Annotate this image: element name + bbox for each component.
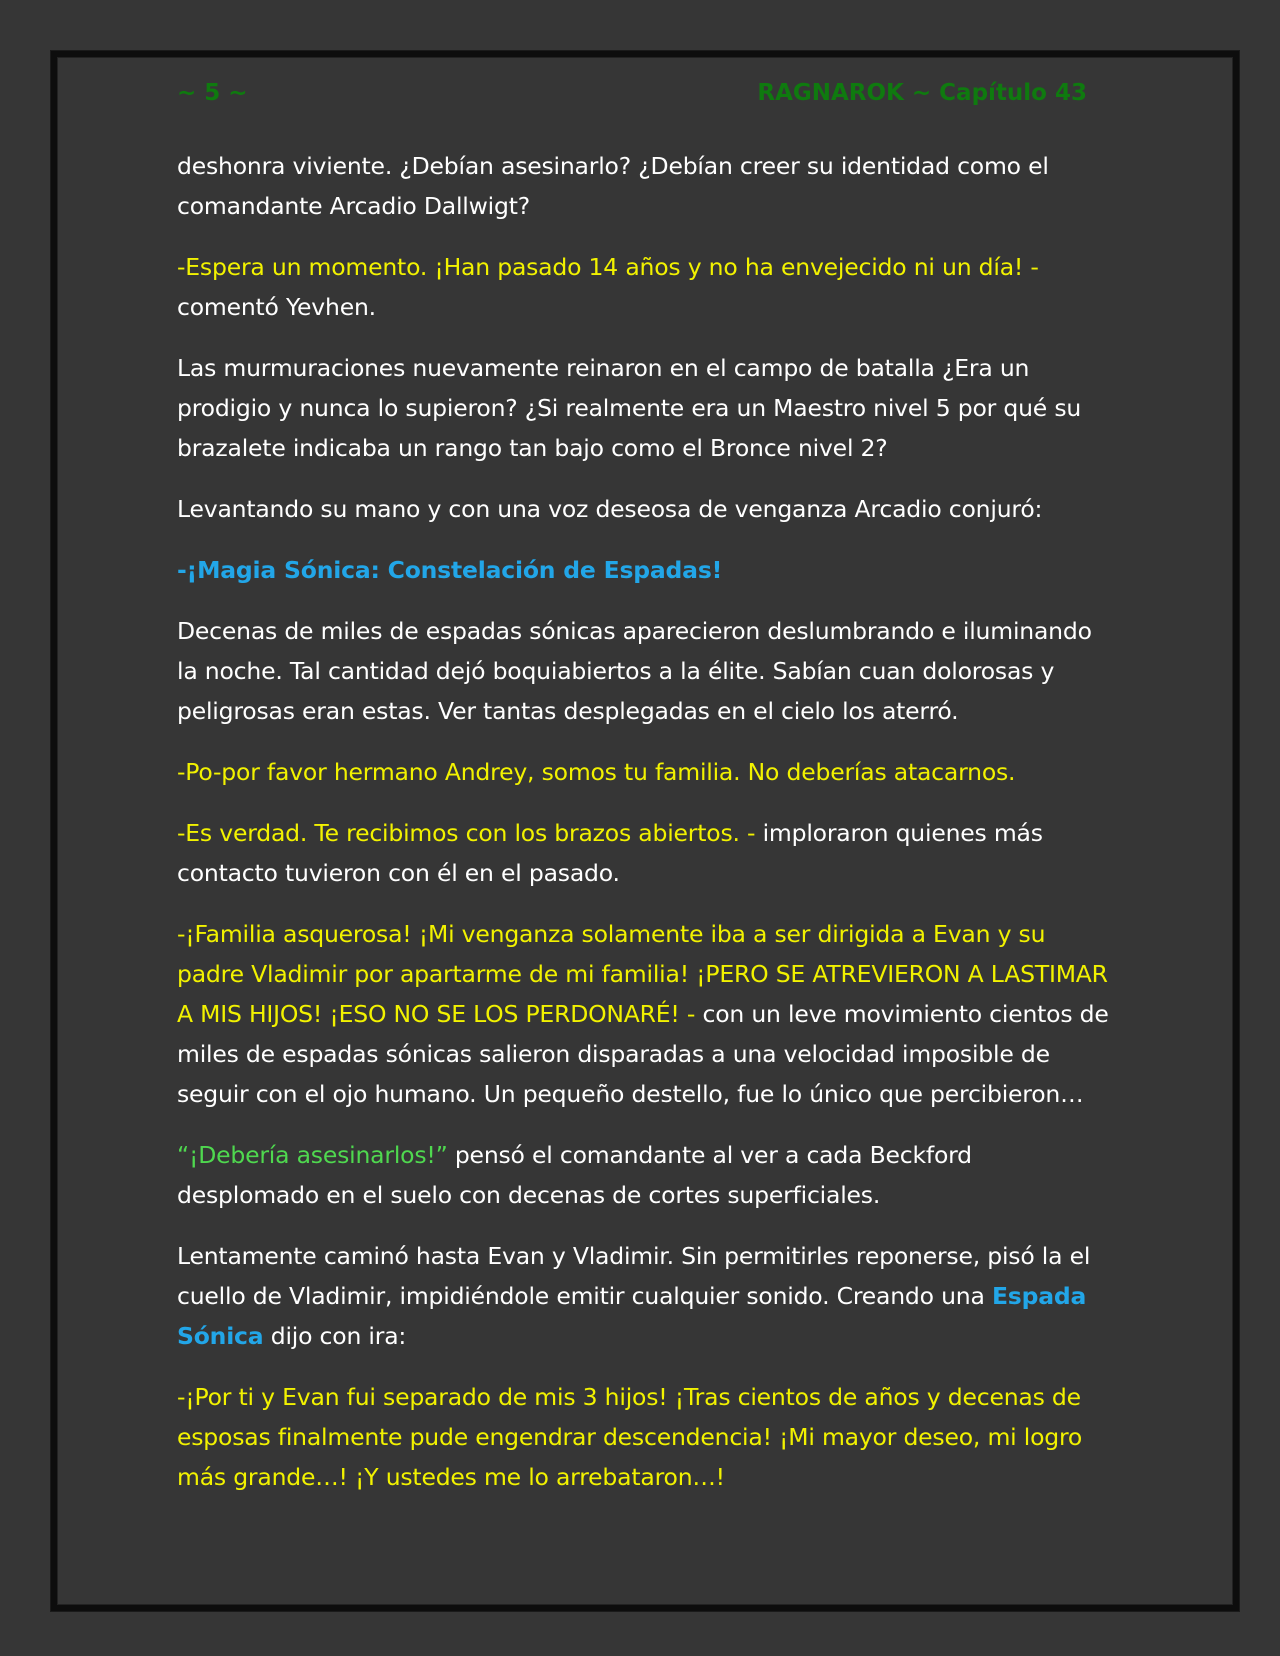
dialogue-text: -Espera un momento. ¡Han pasado 14 años y no ha envejecido ni un día! - bbox=[177, 253, 1039, 281]
page-number: ~ 5 ~ bbox=[177, 80, 248, 106]
paragraph bbox=[177, 489, 1112, 529]
chapter-title: RAGNAROK ~ Capítulo 43 bbox=[757, 80, 1087, 106]
paragraph bbox=[177, 146, 1112, 226]
narration-text: deshonra viviente. ¿Debían asesinarlo? ¿Debían creer su identidad como el comandante Arcadio Dallwigt? bbox=[177, 152, 1049, 220]
paragraph bbox=[177, 348, 1112, 468]
paragraph bbox=[177, 914, 1112, 1114]
narration-text: Levantando su mano y con una voz deseosa de venganza Arcadio conjuró: bbox=[177, 495, 1043, 523]
dialogue-text: -¡Familia asquerosa! ¡Mi venganza solamente iba a ser dirigida a Evan y su padre Vladimir por apartarme de mi familia! ¡PERO SE ATREVIERON A LASTIMAR A MIS HIJOS! ¡ESO NO SE LOS PERDONARÉ! - bbox=[177, 920, 1108, 1028]
paragraph bbox=[177, 1236, 1112, 1356]
chapter-text bbox=[177, 146, 1112, 1518]
narration-text: pensó el comandante al ver a cada Beckford desplomado en el suelo con decenas de cortes superficiales. bbox=[177, 1141, 972, 1209]
thought-text: “¡Debería asesinarlos!” bbox=[177, 1141, 455, 1169]
paragraph bbox=[177, 752, 1112, 792]
paragraph bbox=[177, 813, 1112, 893]
dialogue-text: -Es verdad. Te recibimos con los brazos abiertos. - bbox=[177, 819, 763, 847]
narration-text: comentó Yevhen. bbox=[177, 293, 376, 321]
narration-text: Lentamente caminó hasta Evan y Vladimir. Sin permitirles reponerse, pisó la el cuello de Vladimir, impidiéndole emitir cualquier sonido. Creando una bbox=[177, 1242, 1091, 1310]
paragraph bbox=[177, 1377, 1112, 1497]
dialogue-text: -Po-por favor hermano Andrey, somos tu familia. No deberías atacarnos. bbox=[177, 758, 1016, 786]
narration-text: Las murmuraciones nuevamente reinaron en el campo de batalla ¿Era un prodigio y nunca lo supieron? ¿Si realmente era un Maestro nivel 5 por qué su brazalete indicaba un rango tan bajo como el Bronce nivel 2? bbox=[177, 354, 1082, 462]
page-header bbox=[177, 76, 1087, 110]
spell-name: Espada Sónica bbox=[177, 1282, 1087, 1350]
paragraph bbox=[177, 611, 1112, 731]
paragraph bbox=[177, 1135, 1112, 1215]
spell-name: -¡Magia Sónica: Constelación de Espadas! bbox=[177, 556, 723, 584]
paragraph bbox=[177, 550, 1112, 590]
narration-text: con un leve movimiento cientos de miles de espadas sónicas salieron disparadas a una velocidad imposible de seguir con el ojo humano. Un pequeño destello, fue lo único que percibieron… bbox=[177, 1000, 1109, 1108]
paragraph bbox=[177, 247, 1112, 327]
narration-text: imploraron quienes más contacto tuvieron con él en el pasado. bbox=[177, 819, 1043, 887]
narration-text: dijo con ira: bbox=[263, 1322, 407, 1350]
narration-text: Decenas de miles de espadas sónicas aparecieron deslumbrando e iluminando la noche. Tal cantidad dejó boquiabiertos a la élite. Sabían cuan dolorosas y peligrosas eran estas. Ver tantas desplegadas en el cielo los aterró. bbox=[177, 617, 1092, 725]
dialogue-text: -¡Por ti y Evan fui separado de mis 3 hijos! ¡Tras cientos de años y decenas de esposas finalmente pude engendrar descendencia! ¡Mi mayor deseo, mi logro más grande…! ¡Y ustedes me lo arrebataron…! bbox=[177, 1383, 1083, 1491]
